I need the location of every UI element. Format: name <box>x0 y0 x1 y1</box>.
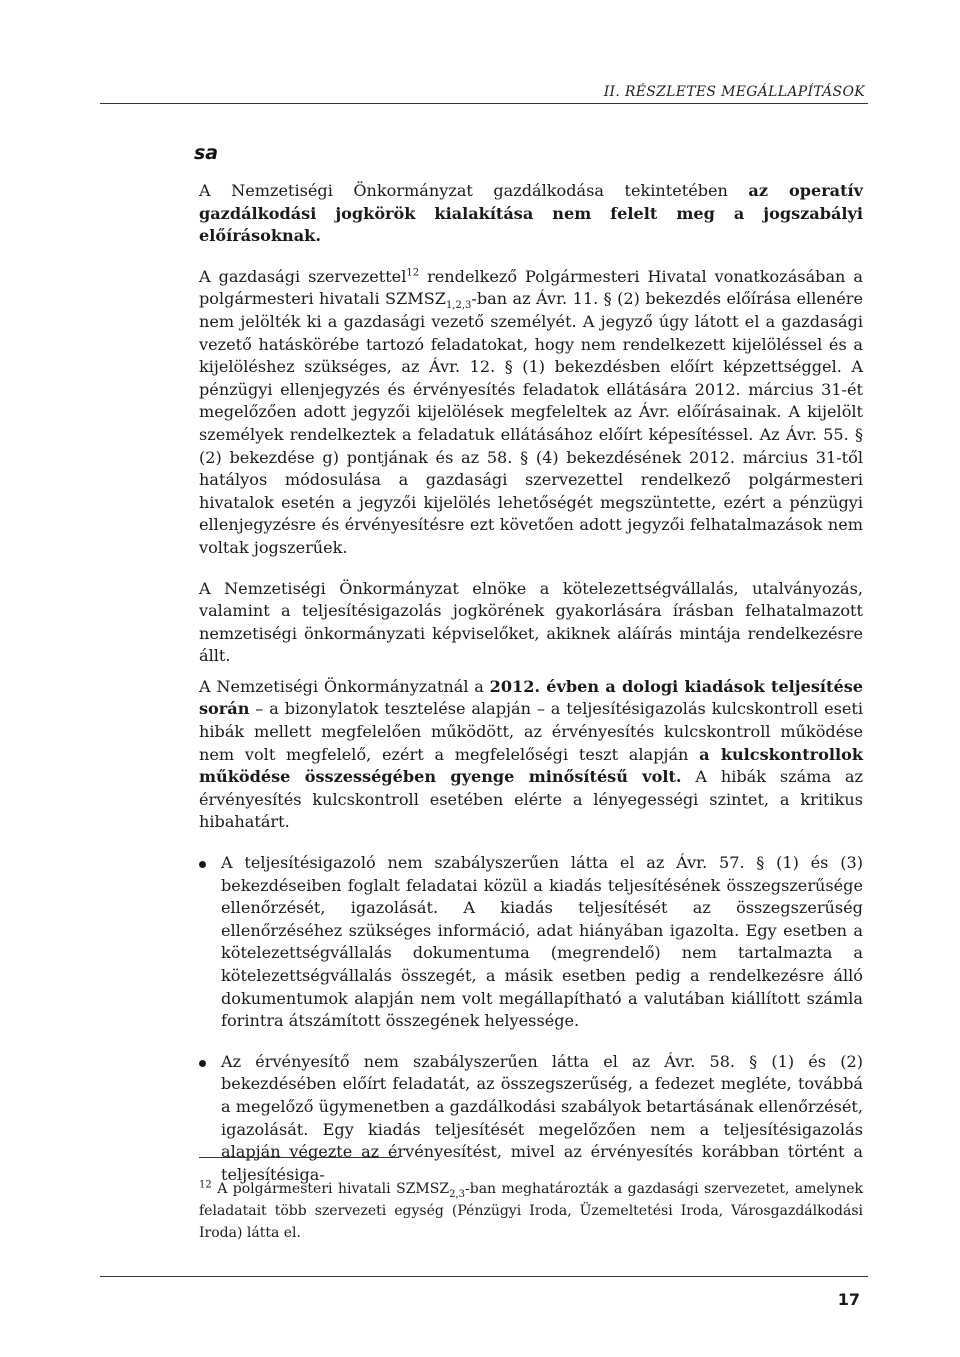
page-number: 17 <box>837 1290 860 1309</box>
paragraph-bold: a kulcskontrollok működése összességében gyenge minősítésű volt. <box>199 744 863 787</box>
body-text <box>199 180 863 1204</box>
paragraph-text: A Nemzetiségi Önkormányzat gazdálkodása tekintetében <box>199 181 749 200</box>
footnote-text: A polgármesteri hivatali SZMSZ <box>211 1181 450 1197</box>
footnote-reference: 12 <box>406 267 420 279</box>
header-rule <box>100 103 868 104</box>
paragraph-text: A hibák száma az érvényesítés kulcskontroll esetében elérte a lényegességi szintet, a kritikus hibahatárt. <box>199 767 864 832</box>
list-item <box>199 852 863 1033</box>
subscript: 1,2,3 <box>445 300 472 312</box>
findings-list <box>199 852 863 1186</box>
list-item-text: A teljesítésigazoló nem szabályszerűen látta el az Ávr. 57. § (1) és (3) bekezdéseiben foglalt feladatai közül a kiadás teljesítésének összegszerűsége ellenőrzését, igazolását. A kiadás teljesítését az összegszerűség ellenőrzéséhez szükséges információ, adat hiányában igazolta. Egy esetben a kötelezettségvállalás dokumentuma (megrendelő) nem tartalmazta a kötelezettségvállalás összegét, a másik esetben pedig a rendelkezésre álló dokumentumok alapján nem volt megállapítható a valutában kiállított számla forintra átszámított összegének helyessége. <box>221 853 863 1031</box>
paragraph-text: – a bizonylatok tesztelése alapján – a teljesítésigazolás kulcskontroll eseti hibák mellett megfelelően működött, az érvényesítés kulcskontroll működése nem volt megfelelő, ezért a megfelelőségi teszt alapján <box>199 699 863 764</box>
paragraph-bold: az operatív gazdálkodási jogkörök kialakítása nem felelt meg a jogszabályi előírásoknak. <box>199 181 864 246</box>
footnote <box>199 1178 863 1244</box>
paragraph-bold: 2012. évben a dologi kiadások teljesítése során <box>199 676 864 719</box>
paragraph-text: A Nemzetiségi Önkormányzatnál a <box>199 676 490 696</box>
running-header: II. RÉSZLETES MEGÁLLAPÍTÁSOK <box>603 84 865 100</box>
subscript: 2,3 <box>449 1188 465 1200</box>
bullet-icon <box>199 1060 206 1067</box>
footnote-rule <box>199 1157 399 1158</box>
bullet-icon <box>199 861 206 868</box>
paragraph-text: A gazdasági szervezettel <box>199 266 407 286</box>
paragraph-key-controls <box>199 676 863 834</box>
list-item-text: Az érvényesítő nem szabályszerűen látta el az Ávr. 58. § (1) és (2) bekezdésében előírt feladatát, az összegszerűség, a fedezet megléte, továbbá a megelőző ügymenetben a gazdálkodási szabályok betartásának ellenőrzését, igazolását. Egy kiadás teljesítését megelőzően nem a teljesítésigazolás alapján végezte az érvényesítést, mivel az érvényesítés korábban történt a teljesítésiga- <box>221 1051 863 1184</box>
paragraph-financial-leader <box>199 266 863 560</box>
list-item <box>199 1051 863 1187</box>
paragraph-chairman: A Nemzetiségi Önkormányzat elnöke a kötelezettségvállalás, utalványozás, valamint a teljesítésigazolás jogkörének gyakorlására írásban felhatalmazott nemzetiségi önkormányzati képviselőket, akiknek aláírás mintája rendelkezésre állt. <box>199 578 863 666</box>
paragraph-text: -ban az Ávr. 11. § (2) bekezdés előírása ellenére nem jelölték ki a gazdasági vezető személyét. A jegyző úgy látott el a gazdasági vezető hatáskörébe tartozó feladatokat, hogy nem rendelkezett kijelöléssel és a kijelöléshez szükséges, az Ávr. 12. § (1) bekezdésben előírt képzettséggel. A pénzügyi ellenjegyzés és érvényesítés feladatok ellátására 2012. március 31-ét megelőzően adott jegyzői kijelölések megfeleltek az Ávr. előírásainak. A kijelölt személyek rendelkeztek a feladatuk ellátásához előírt képesítéssel. Az Ávr. 55. § (2) bekezdése g) pontjának és az 58. § (4) bekezdésének 2012. március 31-től hatályos módosulása a gazdasági szervezettel rendelkező polgármesteri hivatalok esetén a jegyzői kijelölés lehetőségét megszüntette, ezért a pénzügyi ellenjegyzésre és érvényesítésre ezt követően adott jegyzői felhatalmazások nem voltak jogszerűek. <box>199 289 863 557</box>
footnote-text: -ban meghatározták a gazdasági szervezetet, amelynek feladatait több szervezeti egység (Pénzügyi Iroda, Üzemeltetési Iroda, Városgazdálkodási Iroda) látta el. <box>199 1181 864 1241</box>
paragraph-operative-powers <box>199 180 863 248</box>
footer-rule <box>100 1276 868 1277</box>
section-mark: sa <box>194 142 219 164</box>
footnote-number: 12 <box>199 1179 212 1191</box>
paragraph-text: rendelkező Polgármesteri Hivatal vonatkozásában a polgármesteri hivatali SZMSZ <box>199 266 863 309</box>
